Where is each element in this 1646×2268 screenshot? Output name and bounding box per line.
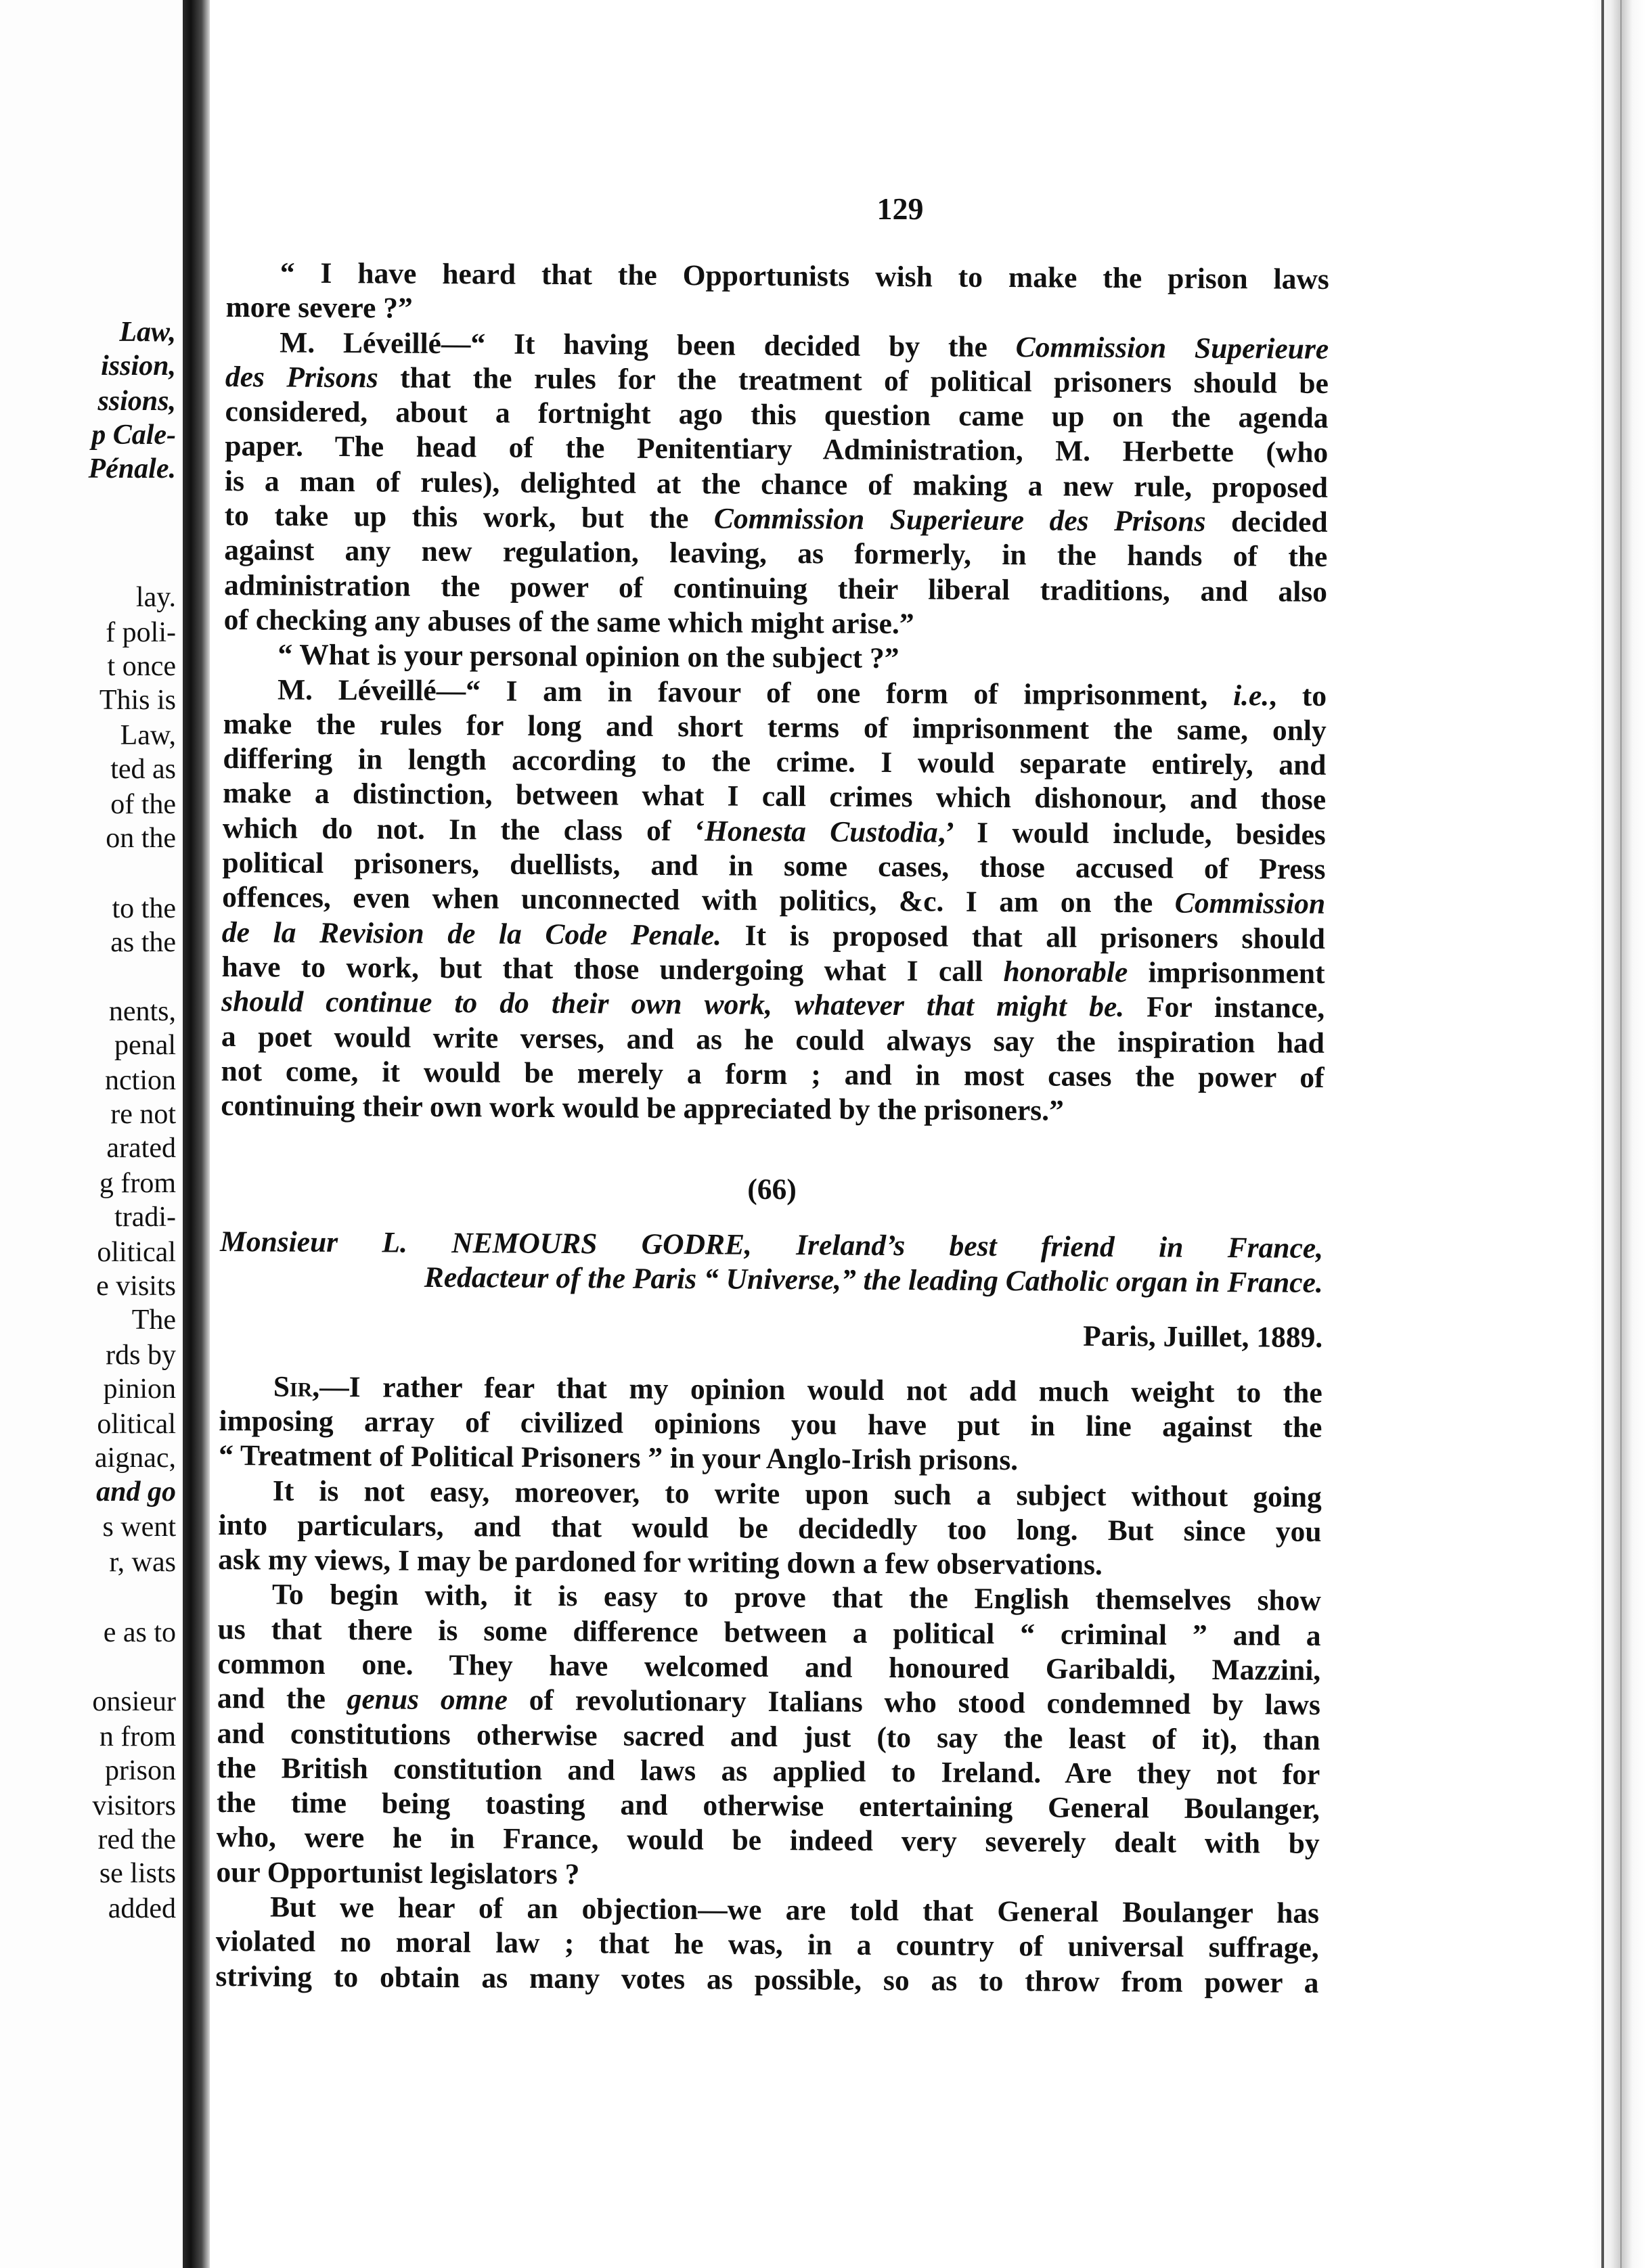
facing-page-line: p Cale- [91,419,176,451]
text-line: into particulars, and that would be decidedly too long. But since you [218,1508,1322,1548]
text-line: striving to obtain as many votes as possible, so as to throw from power a [215,1959,1319,1999]
text-line: of checking any abuses of the same which might arise.” [223,603,914,641]
facing-page-line: as the [110,927,176,958]
facing-page-line: visitors [92,1790,176,1821]
text-line: and constitutions otherwise sacred and just (to say the least of it), than [217,1717,1320,1756]
facing-page-line: e as to [103,1617,176,1648]
facing-page-line: red the [97,1824,176,1855]
text-line: M. Léveillé—“ I am in favour of one form of imprisonment, i.e., to [277,673,1327,712]
facing-page-line: penal [114,1030,176,1061]
text-line: It is not easy, moreover, to write upon such a subject without going [272,1474,1322,1514]
text-line: make a distinction, between what I call crimes which dishonour, and those [223,777,1327,817]
text-line: political prisoners, duellists, and in some cases, those accused of Press [222,846,1326,886]
text-line: should continue to do their own work, whatever that might be. For instance, [221,985,1325,1025]
page-number: 129 [876,191,924,226]
text-line: Redacteur of the Paris “ Universe,” the leading Catholic organ in France. [424,1261,1323,1299]
facing-page-line: ted as [110,754,176,785]
text-line: offences, even when unconnected with politics, &c. I am on the Commission [222,881,1326,921]
text-line: a poet would write verses, and as he could always say the inspiration had [221,1020,1325,1060]
facing-page-line: nents, [108,996,176,1027]
facing-page-line: This is [99,685,176,716]
facing-page-line: added [108,1893,176,1924]
text-line: (66) [747,1173,797,1206]
page-body [215,256,1329,2001]
facing-page-line: g from [99,1168,176,1199]
spacer [221,1123,1324,1176]
text-line: des Prisons that the rules for the treatment of political prisoners should be [225,360,1329,400]
facing-page-line: rds by [106,1340,176,1371]
text-line: M. Léveillé—“ It having been decided by the Commission Superieure [280,326,1329,365]
text-line: common one. They have welcomed and honoured Garibaldi, Mazzini, [217,1647,1321,1687]
facing-page-line: The [131,1305,176,1336]
facing-page-line: re not [110,1099,176,1130]
text-line: To begin with, it is easy to prove that the English themselves show [271,1578,1322,1618]
facing-page-line: prison [105,1755,176,1786]
text-line: Sir,—I rather fear that my opinion would not add much weight to the [273,1370,1322,1409]
text-line: imposing array of civilized opinions you have put in line against the [219,1404,1322,1444]
document-page [210,0,1591,2268]
text-line: more severe ?” [225,291,413,325]
facing-page-line: Pénale. [88,453,176,484]
text-line: have to work, but that those undergoing what I call honorable imprisonment [221,950,1325,990]
text-line: “ Treatment of Political Prisoners ” in your Anglo-Irish prisons. [219,1439,1019,1477]
facing-page-line: s went [102,1512,176,1543]
page-edge [1592,0,1646,2268]
text-line: paper. The head of the Penitentiary Administration, M. Herbette (who [225,430,1329,470]
facing-page-line: e visits [96,1271,176,1302]
facing-page-line: t once [107,651,176,682]
text-line: de la Revision de la Code Penale. It is proposed that all prisoners should [221,915,1325,955]
text-line: “ What is your personal opinion on the subject ?” [277,638,899,675]
facing-page-line: tradi- [114,1202,176,1233]
facing-page-line: lay. [135,582,176,613]
text-line: to take up this work, but the Commission Superieure des Prisons decided [224,499,1328,539]
text-line: which do not. In the class of ‘Honesta Custodia,’ I would include, besides [222,811,1326,851]
text-line: continuing their own work would be appreciated by the prisoners.” [221,1089,1064,1127]
facing-page-line: aignac, [94,1443,176,1474]
facing-page-line: Law, [120,720,176,751]
text-line: who, were he in France, would be indeed very severely dealt with by [216,1821,1320,1861]
facing-page-line: to the [112,893,176,924]
text-line: “ I have heard that the Opportunists wish to make the prison laws [280,256,1329,296]
text-line: ask my views, I may be pardoned for writing down a few observations. [218,1543,1103,1582]
facing-page-line: pinion [103,1374,176,1405]
facing-page-line: ssions, [97,386,176,417]
text-line: and the genus omne of revolutionary Italians who stood condemned by laws [217,1682,1321,1722]
facing-page-line: r, was [109,1547,176,1578]
facing-page-line: n from [99,1721,176,1752]
text-line: Monsieur L. NEMOURS GODRE, Ireland’s best friend in France, [219,1225,1324,1265]
text-line: Paris, Juillet, 1889. [1083,1320,1323,1355]
text-line: our Opportunist legislators ? [216,1855,580,1891]
text-line: make the rules for long and short terms of imprisonment the same, only [223,707,1327,747]
text-line: differing in length according to the crime. I would separate entirely, and [223,742,1327,782]
text-line: us that there is some difference between a political “ criminal ” and a [217,1612,1321,1652]
facing-page-line: onsieur [92,1686,176,1717]
text-line: violated no moral law ; that he was, in a country of universal suffrage, [215,1925,1319,1965]
text-line: administration the power of continuing their liberal traditions, and also [223,568,1328,608]
facing-page-line: and go [96,1476,176,1507]
text-line: considered, about a fortnight ago this question came up on the agenda [225,395,1329,435]
facing-page-line: f poli- [106,617,176,648]
text-line: not come, it would be merely a form ; and in most cases the power of [221,1054,1325,1094]
facing-page-line: nction [105,1065,176,1096]
book-gutter [183,0,210,2268]
text-line: is a man of rules), delighted at the chance of making a new rule, proposed [224,464,1329,504]
facing-page-line: se lists [99,1858,176,1889]
facing-page-line: on the [106,823,176,854]
facing-page-line: ission, [101,350,176,382]
text-line: against any new regulation, leaving, as formerly, in the hands of the [224,534,1328,574]
facing-page-line: Law, [119,317,176,348]
facing-page-line: olitical [97,1409,176,1440]
facing-page-fragment [0,0,183,2268]
facing-page-line: of the [110,789,176,820]
text-line: the time being toasting and otherwise entertaining General Boulanger, [216,1786,1320,1826]
text-line: the British constitution and laws as applied to Ireland. Are they not for [217,1751,1320,1791]
text-line: But we hear of an objection—we are told that General Boulanger has [269,1890,1320,1930]
facing-page-line: olitical [97,1237,176,1268]
facing-page-line: arated [106,1133,176,1164]
